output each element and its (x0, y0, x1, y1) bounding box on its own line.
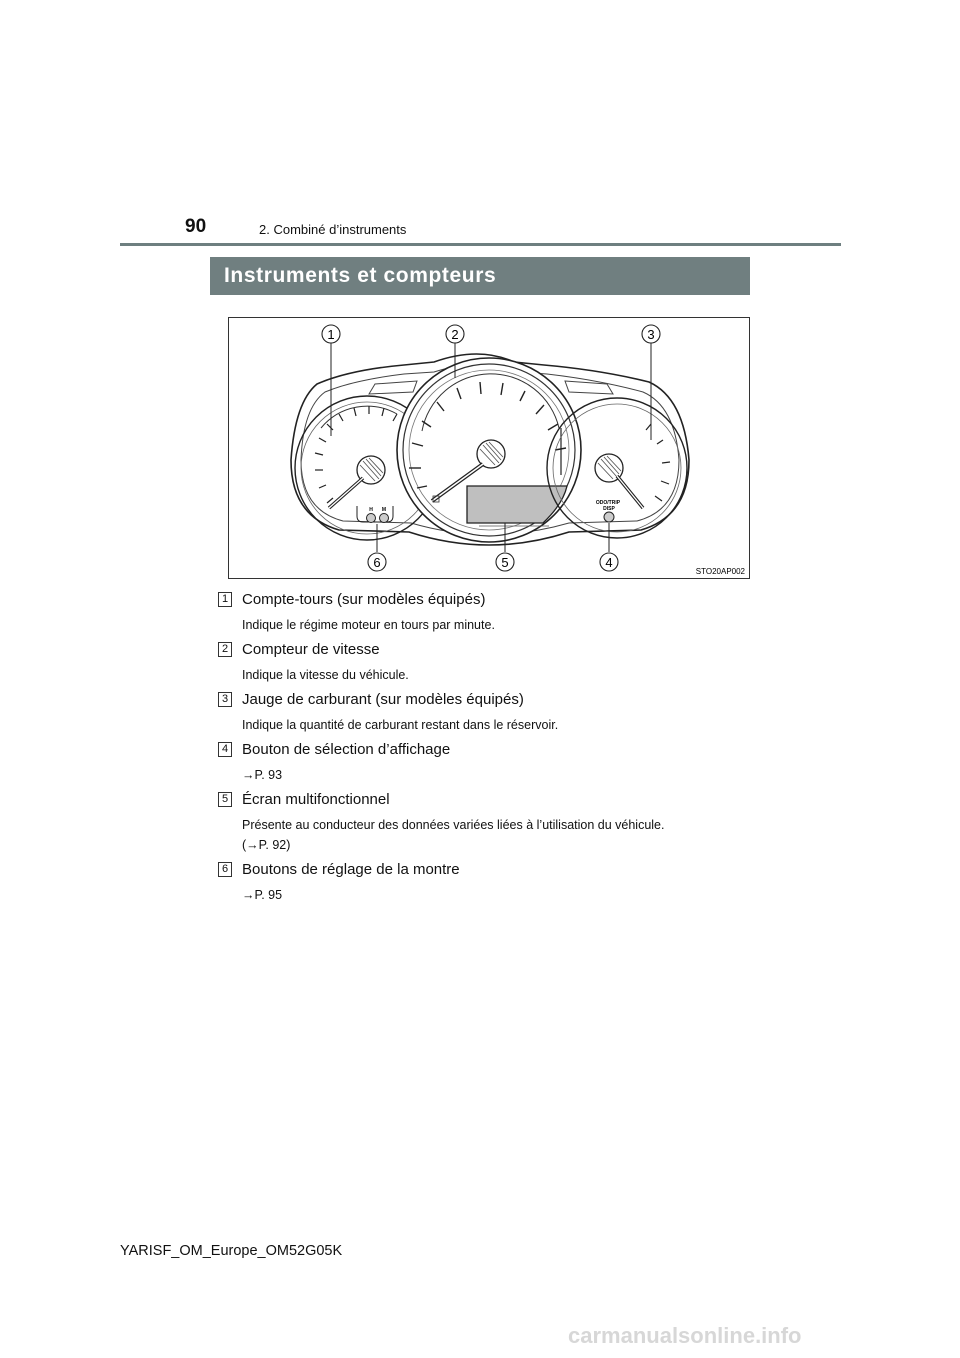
callout-6: 6 (373, 555, 381, 570)
item-title-1: Compte-tours (sur modèles équipés) (242, 591, 486, 608)
item-title-2: Compteur de vitesse (242, 641, 380, 658)
item-title-4: Bouton de sélection d’affichage (242, 741, 451, 758)
item-number-3: 3 (218, 692, 232, 707)
instrument-cluster-figure (228, 317, 750, 579)
clock-adjust-buttons (357, 506, 393, 523)
item-desc-6: →P. 95 (242, 888, 283, 902)
left-hood-fin (369, 381, 417, 394)
callout-5: 5 (501, 555, 509, 570)
cluster-illustration (229, 318, 751, 580)
disp-label: DISP (603, 506, 615, 512)
callout-3: 3 (647, 327, 655, 342)
item-desc-1: Indique le régime moteur en tours par minute. (242, 618, 495, 632)
callout-1: 1 (327, 327, 335, 342)
item-desc-4: →P. 93 (242, 768, 283, 782)
item-number-5: 5 (218, 792, 232, 807)
hour-button-label: H (369, 507, 373, 513)
header-rule (120, 243, 841, 246)
minute-button-label: M (381, 507, 387, 513)
item-title-6: Boutons de réglage de la montre (242, 861, 460, 878)
item-title-3: Jauge de carburant (sur modèles équipés) (242, 691, 524, 708)
item-number-1: 1 (218, 592, 232, 607)
section-title: Instruments et compteurs (210, 257, 750, 295)
page-number: 90 (185, 216, 207, 237)
item-number-6: 6 (218, 862, 232, 877)
callout-2: 2 (451, 327, 459, 342)
callout-4: 4 (605, 555, 613, 570)
item-desc-3: Indique la quantité de carburant restant dans le réservoir. (242, 718, 559, 732)
document-footer: YARISF_OM_Europe_OM52G05K (120, 1243, 343, 1259)
item-title-5: Écran multifonctionnel (242, 791, 390, 808)
display-select-button (596, 500, 621, 522)
odo-trip-label: ODO/TRIP (595, 500, 621, 506)
figure-code: STO20AP002 (695, 567, 745, 576)
item-desc-5-reference: (→P. 92) (242, 838, 291, 852)
watermark: carmanualsonline.info (568, 1323, 802, 1348)
item-number-4: 4 (218, 742, 232, 757)
chapter-title: 2. Combiné d’instruments (259, 222, 407, 237)
item-desc-5: Présente au conducteur des données variées liées à l’utilisation du véhicule. (242, 818, 665, 832)
item-number-2: 2 (218, 642, 232, 657)
item-desc-2: Indique la vitesse du véhicule. (242, 668, 409, 682)
